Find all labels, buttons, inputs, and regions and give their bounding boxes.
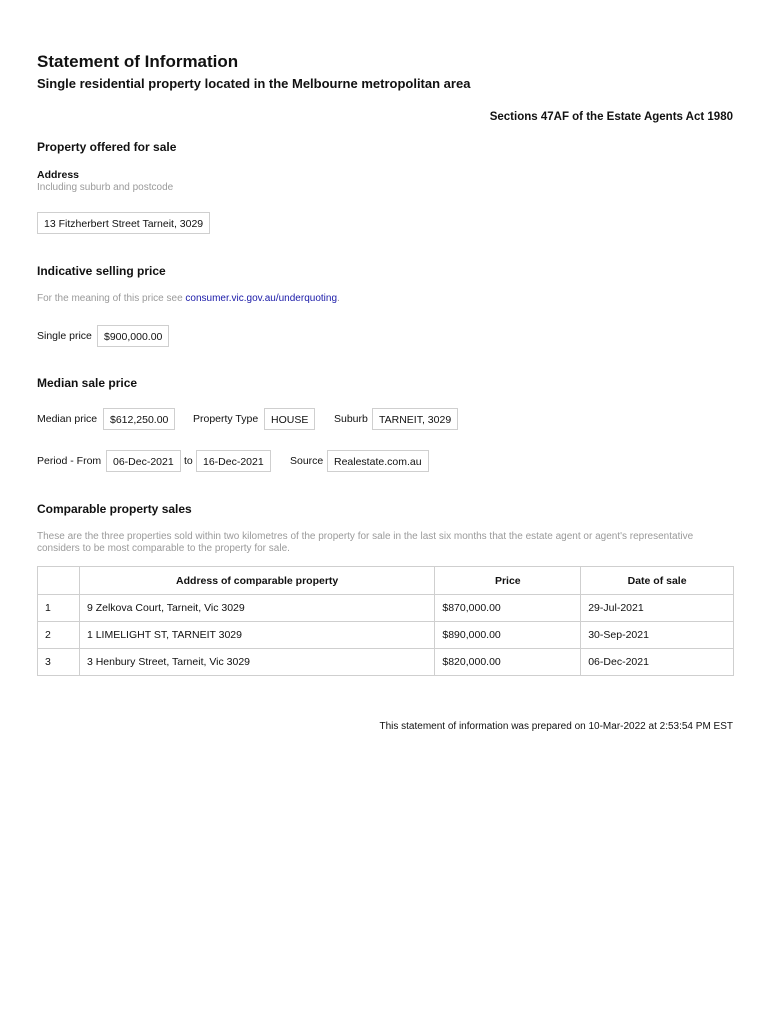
row-address[interactable]: 1 LIMELIGHT ST, TARNEIT 3029 [79, 622, 434, 649]
underquoting-link[interactable]: consumer.vic.gov.au/underquoting [185, 293, 337, 304]
suburb-field[interactable]: TARNEIT, 3029 [372, 408, 458, 430]
indicative-hint [37, 293, 340, 304]
column-header-index [38, 567, 80, 595]
prepared-statement: This statement of information was prepared on 10-Mar-2022 at 2:53:54 PM EST [379, 721, 733, 732]
address-field[interactable]: 13 Fitzherbert Street Tarneit, 3029 [37, 212, 210, 234]
median-price-label: Median price [37, 413, 98, 425]
row-index: 3 [38, 649, 80, 676]
table-row [38, 595, 734, 622]
column-header-date: Date of sale [581, 567, 734, 595]
period-to-label: to [184, 455, 193, 467]
row-index: 1 [38, 595, 80, 622]
source-label: Source [290, 455, 324, 467]
comparable-heading: Comparable property sales [37, 502, 192, 516]
property-heading: Property offered for sale [37, 140, 177, 154]
column-header-address: Address of comparable property [79, 567, 434, 595]
single-price-field[interactable]: $900,000.00 [97, 325, 169, 347]
row-price[interactable]: $820,000.00 [435, 649, 581, 676]
comparable-description: These are the three properties sold within two kilometres of the property for sale in the last six months that the estate agent or agent's representative considers to be most comparable to the property for sale. [37, 531, 694, 554]
address-label: Address [37, 169, 80, 181]
property-type-field[interactable]: HOUSE [264, 408, 315, 430]
act-reference: Sections 47AF of the Estate Agents Act 1980 [489, 111, 733, 123]
table-header-row [38, 567, 734, 595]
source-field[interactable]: Realestate.com.au [327, 450, 429, 472]
row-price[interactable]: $870,000.00 [435, 595, 581, 622]
period-from-label: Period - From [37, 455, 102, 467]
row-price[interactable]: $890,000.00 [435, 622, 581, 649]
row-date[interactable]: 29-Jul-2021 [581, 595, 734, 622]
property-type-label: Property Type [193, 413, 259, 425]
period-to-field[interactable]: 16-Dec-2021 [196, 450, 271, 472]
row-index: 2 [38, 622, 80, 649]
suburb-label: Suburb [334, 413, 368, 425]
row-address[interactable]: 9 Zelkova Court, Tarneit, Vic 3029 [79, 595, 434, 622]
document-subtitle: Single residential property located in the Melbourne metropolitan area [37, 76, 471, 91]
median-heading: Median sale price [37, 376, 138, 390]
median-price-field[interactable]: $612,250.00 [103, 408, 175, 430]
row-address[interactable]: 3 Henbury Street, Tarneit, Vic 3029 [79, 649, 434, 676]
indicative-hint-end: . [337, 293, 340, 304]
row-date[interactable]: 06-Dec-2021 [581, 649, 734, 676]
comparable-table [37, 566, 734, 676]
row-date[interactable]: 30-Sep-2021 [581, 622, 734, 649]
table-row [38, 649, 734, 676]
indicative-heading: Indicative selling price [37, 264, 166, 278]
column-header-price: Price [435, 567, 581, 595]
address-hint: Including suburb and postcode [37, 182, 174, 193]
single-price-label: Single price [37, 330, 92, 342]
period-from-field[interactable]: 06-Dec-2021 [106, 450, 181, 472]
document-title: Statement of Information [37, 52, 239, 71]
table-row [38, 622, 734, 649]
indicative-hint-text: For the meaning of this price see [37, 293, 186, 304]
